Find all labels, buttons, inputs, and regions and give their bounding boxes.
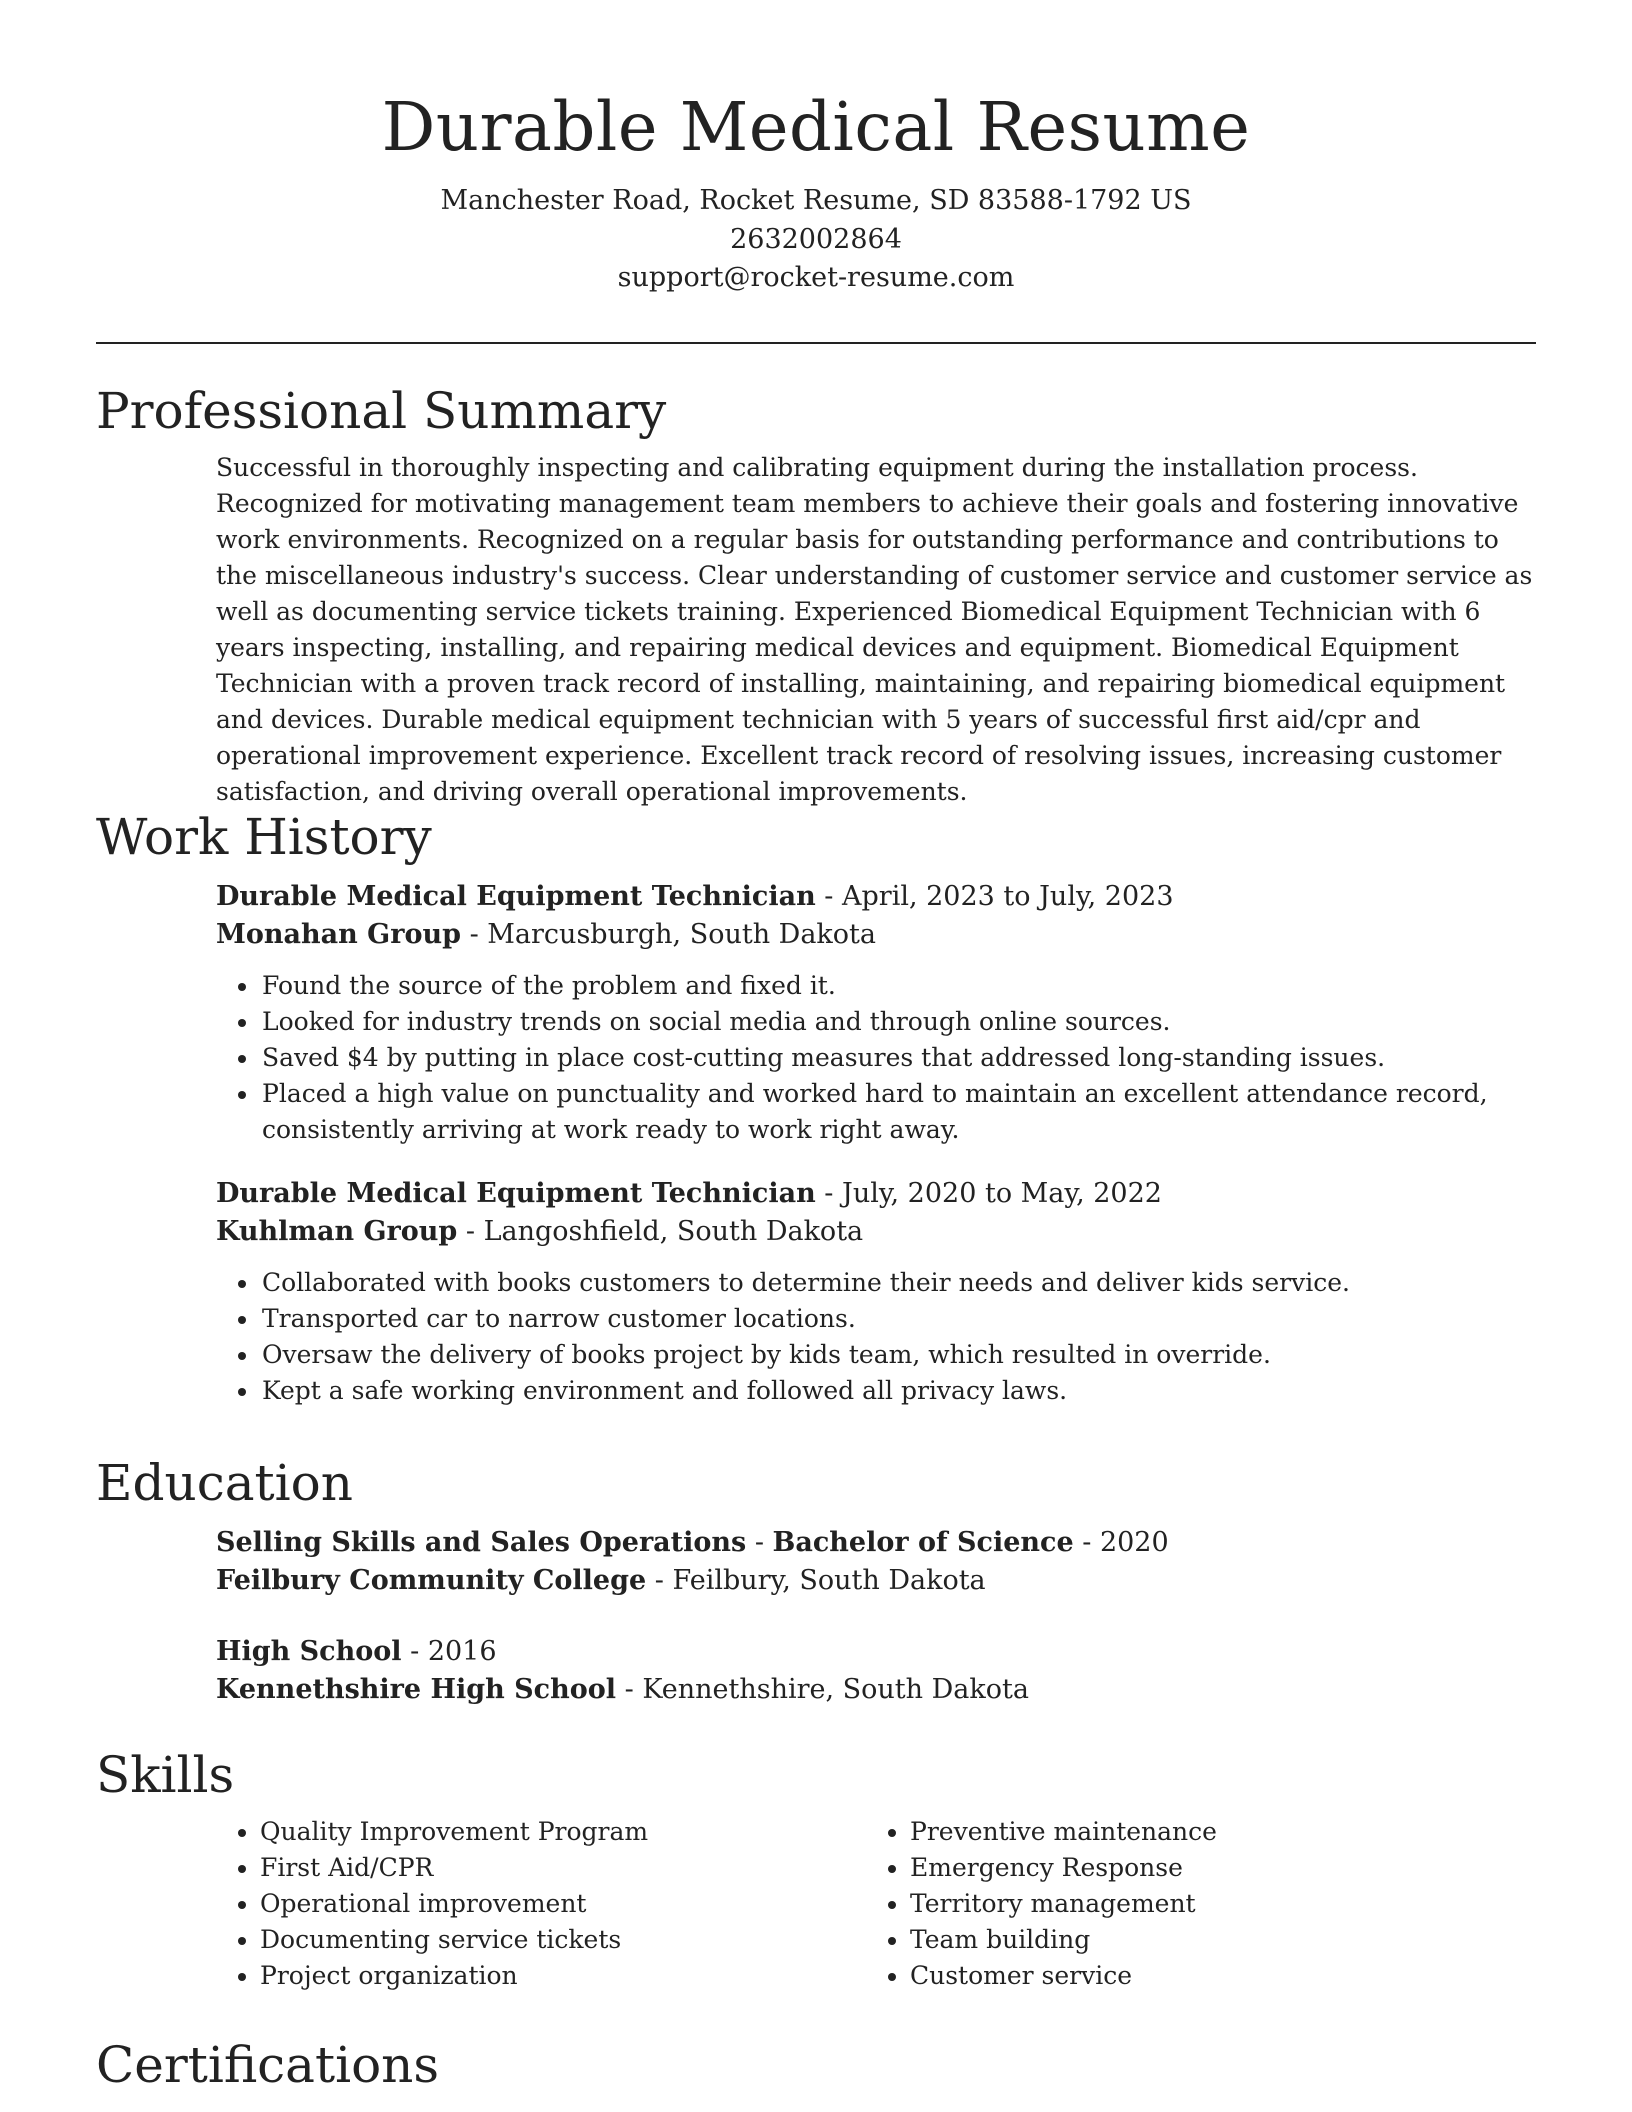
degree-line	[216, 1633, 1536, 1671]
list-item: • Project organization	[260, 1958, 866, 1994]
job-location: Marcusburgh, South Dakota	[487, 919, 876, 950]
certifications-section	[96, 2034, 1536, 2096]
graduation-year: 2016	[427, 1636, 497, 1667]
separator: -	[815, 1178, 842, 1209]
list-item: • Documenting service tickets	[260, 1922, 866, 1958]
skills-list-left	[216, 1814, 866, 1994]
education-entry	[216, 1633, 1536, 1709]
job-entry	[216, 1175, 1536, 1409]
work-history-heading: Work History	[96, 808, 432, 866]
list-item: • First Aid/CPR	[260, 1850, 866, 1886]
list-item: • Preventive maintenance	[910, 1814, 1516, 1850]
job-company: Kuhlman Group	[216, 1216, 458, 1247]
education-entry	[216, 1524, 1536, 1600]
separator: -	[401, 1636, 428, 1667]
address: Manchester Road, Rocket Resume, SD 83588-1792 US	[440, 185, 1192, 216]
graduation-year: 2020	[1099, 1527, 1169, 1558]
school-name: Feilbury Community College	[216, 1565, 647, 1596]
email-address: support@rocket-resume.com	[617, 262, 1015, 293]
skills-columns	[216, 1814, 1536, 1994]
resume-header	[0, 82, 1632, 298]
school-location: Kennethshire, South Dakota	[642, 1674, 1029, 1705]
list-item: • Customer service	[910, 1958, 1516, 1994]
list-item: • Looked for industry trends on social media and through online sources.	[260, 1004, 1536, 1040]
skills-list-right	[866, 1814, 1516, 1994]
job-entry	[216, 878, 1536, 1148]
work-history-section	[96, 806, 1536, 1409]
school-line	[216, 1562, 1536, 1600]
separator: -	[746, 1527, 773, 1558]
education-section	[96, 1452, 1536, 1709]
job-title-line	[216, 878, 1536, 916]
phone-number: 2632002864	[730, 223, 902, 255]
job-company-line	[216, 916, 1536, 954]
candidate-name: Durable Medical Resume	[381, 88, 1251, 166]
certifications-heading: Certifications	[96, 2036, 440, 2094]
degree: High School	[216, 1636, 402, 1667]
list-item: • Team building	[910, 1922, 1516, 1958]
summary-heading: Professional Summary	[96, 382, 667, 440]
header-divider	[96, 342, 1536, 344]
job-dates: July, 2020 to May, 2022	[842, 1178, 1162, 1209]
job-company-line	[216, 1213, 1536, 1251]
summary-section	[96, 380, 1536, 810]
separator: -	[1073, 1527, 1100, 1558]
separator: -	[815, 881, 842, 912]
job-location: Langoshfield, South Dakota	[483, 1216, 864, 1247]
job-bullets	[216, 968, 1536, 1148]
list-item: • Kept a safe working environment and followed all privacy laws.	[260, 1373, 1536, 1409]
summary-text: Successful in thoroughly inspecting and calibrating equipment during the installation process. Recognized for motivating management team members to achieve their goals and fostering innovative work environments. Recognized on a regular basis for outstanding performance and contributions to the miscellaneous industry's success. Clear understanding of customer service and customer service as well as documenting service tickets training. Experienced Biomedical Equipment Technician with 6 years inspecting, installing, and repairing medical devices and equipment. Biomedical Equipment Technician with a proven track record of installing, maintaining, and repairing biomedical equipment and devices. Durable medical equipment technician with 5 years of successful first aid/cpr and operational improvement experience. Excellent track record of resolving issues, increasing customer satisfaction, and driving overall operational improvements.	[216, 453, 1533, 806]
list-item: • Placed a high value on punctuality and worked hard to maintain an excellent attendance record, consistently arriving at work ready to work right away.	[260, 1076, 1536, 1148]
list-item: • Quality Improvement Program	[260, 1814, 866, 1850]
skills-section	[96, 1744, 1536, 1994]
job-role: Durable Medical Equipment Technician	[216, 881, 816, 912]
list-item: • Collaborated with books customers to determine their needs and deliver kids service.	[260, 1265, 1536, 1301]
school-name: Kennethshire High School	[216, 1674, 617, 1705]
list-item: • Saved $4 by putting in place cost-cutting measures that addressed long-standing issues.	[260, 1040, 1536, 1076]
job-bullets	[216, 1265, 1536, 1409]
degree-line	[216, 1524, 1536, 1562]
list-item: • Oversaw the delivery of books project by kids team, which resulted in override.	[260, 1337, 1536, 1373]
list-item: • Transported car to narrow customer locations.	[260, 1301, 1536, 1337]
education-heading: Education	[96, 1454, 353, 1512]
list-item: • Operational improvement	[260, 1886, 866, 1922]
separator: -	[460, 919, 488, 950]
school-location: Feilbury, South Dakota	[672, 1565, 986, 1596]
job-title-line	[216, 1175, 1536, 1213]
list-item: • Emergency Response	[910, 1850, 1516, 1886]
skills-heading: Skills	[96, 1746, 235, 1804]
separator: -	[457, 1216, 484, 1247]
job-dates: April, 2023 to July, 2023	[842, 881, 1174, 912]
school-line	[216, 1671, 1536, 1709]
field-of-study: Selling Skills and Sales Operations	[216, 1527, 747, 1558]
list-item: • Found the source of the problem and fixed it.	[260, 968, 1536, 1004]
separator: -	[616, 1674, 643, 1705]
job-company: Monahan Group	[216, 919, 461, 950]
degree: Bachelor of Science	[772, 1527, 1074, 1558]
separator: -	[646, 1565, 673, 1596]
list-item: • Territory management	[910, 1886, 1516, 1922]
job-role: Durable Medical Equipment Technician	[216, 1178, 816, 1209]
